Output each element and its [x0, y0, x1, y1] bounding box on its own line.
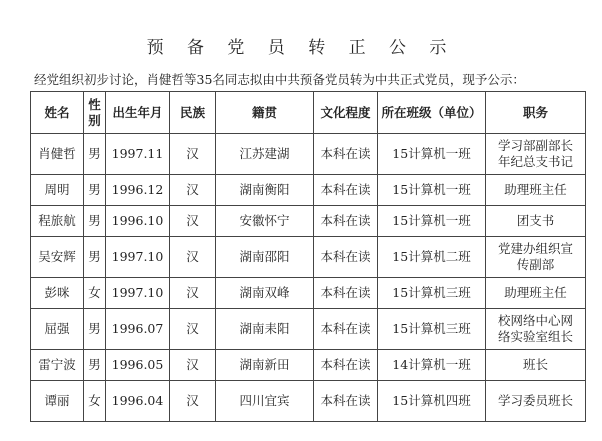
cell-gender: 男	[84, 175, 106, 206]
cell-gender: 男	[84, 350, 106, 381]
cell-class: 15计算机一班	[378, 175, 486, 206]
cell-position: 学习部副部长年纪总支书记	[486, 134, 586, 175]
cell-position: 团支书	[486, 206, 586, 237]
cell-name: 雷宁波	[31, 350, 84, 381]
cell-gender: 男	[84, 134, 106, 175]
header-ethnicity: 民族	[170, 92, 216, 134]
cell-ethnicity: 汉	[170, 350, 216, 381]
cell-birth: 1997.10	[106, 278, 170, 309]
cell-birth: 1996.04	[106, 381, 170, 422]
table-row	[31, 175, 586, 206]
cell-birth: 1997.11	[106, 134, 170, 175]
cell-origin: 江苏建湖	[216, 134, 314, 175]
cell-class: 15计算机一班	[378, 206, 486, 237]
header-class: 所在班级（单位）	[378, 92, 486, 134]
page-title: 预 备 党 员 转 正 公 示	[146, 38, 456, 58]
cell-ethnicity: 汉	[170, 175, 216, 206]
cell-education: 本科在读	[314, 350, 378, 381]
intro-text: 经党组织初步讨论，肖健哲等35名同志拟由中共预备党员转为中共正式党员，现予公示：	[34, 72, 525, 87]
table-row	[31, 278, 586, 309]
header-name: 姓名	[31, 92, 84, 134]
cell-ethnicity: 汉	[170, 381, 216, 422]
cell-education: 本科在读	[314, 175, 378, 206]
cell-origin: 湖南衡阳	[216, 175, 314, 206]
cell-ethnicity: 汉	[170, 278, 216, 309]
cell-name: 彭咪	[31, 278, 84, 309]
header-education: 文化程度	[314, 92, 378, 134]
member-table	[30, 91, 586, 422]
header-origin: 籍贯	[216, 92, 314, 134]
cell-origin: 湖南邵阳	[216, 237, 314, 278]
cell-name: 肖健哲	[31, 134, 84, 175]
cell-gender: 男	[84, 237, 106, 278]
cell-birth: 1996.10	[106, 206, 170, 237]
cell-name: 吴安辉	[31, 237, 84, 278]
table-row	[31, 206, 586, 237]
cell-origin: 湖南耒阳	[216, 309, 314, 350]
cell-class: 15计算机二班	[378, 237, 486, 278]
cell-origin: 湖南新田	[216, 350, 314, 381]
cell-ethnicity: 汉	[170, 134, 216, 175]
table-row	[31, 237, 586, 278]
cell-gender: 男	[84, 309, 106, 350]
cell-class: 15计算机三班	[378, 278, 486, 309]
cell-education: 本科在读	[314, 309, 378, 350]
cell-birth: 1996.07	[106, 309, 170, 350]
cell-position: 助理班主任	[486, 278, 586, 309]
cell-education: 本科在读	[314, 381, 378, 422]
cell-gender: 女	[84, 381, 106, 422]
cell-birth: 1996.05	[106, 350, 170, 381]
cell-origin: 安徽怀宁	[216, 206, 314, 237]
cell-position: 助理班主任	[486, 175, 586, 206]
table-row	[31, 350, 586, 381]
cell-position: 校网络中心网络实验室组长	[486, 309, 586, 350]
cell-origin: 四川宜宾	[216, 381, 314, 422]
cell-position: 党建办组织宣传副部	[486, 237, 586, 278]
cell-ethnicity: 汉	[170, 309, 216, 350]
cell-class: 15计算机一班	[378, 134, 486, 175]
cell-origin: 湖南双峰	[216, 278, 314, 309]
table-row	[31, 309, 586, 350]
table-row	[31, 381, 586, 422]
cell-name: 屈强	[31, 309, 84, 350]
cell-education: 本科在读	[314, 237, 378, 278]
header-gender: 性别	[84, 92, 106, 134]
cell-ethnicity: 汉	[170, 206, 216, 237]
cell-name: 程旅航	[31, 206, 84, 237]
cell-education: 本科在读	[314, 134, 378, 175]
header-birth: 出生年月	[106, 92, 170, 134]
cell-class: 15计算机三班	[378, 309, 486, 350]
cell-name: 周明	[31, 175, 84, 206]
cell-gender: 男	[84, 206, 106, 237]
cell-name: 谭丽	[31, 381, 84, 422]
cell-birth: 1997.10	[106, 237, 170, 278]
table-row	[31, 134, 586, 175]
cell-class: 15计算机四班	[378, 381, 486, 422]
cell-birth: 1996.12	[106, 175, 170, 206]
header-position: 职务	[486, 92, 586, 134]
cell-class: 14计算机一班	[378, 350, 486, 381]
cell-education: 本科在读	[314, 278, 378, 309]
cell-ethnicity: 汉	[170, 237, 216, 278]
table-header-row	[31, 92, 586, 134]
cell-position: 学习委员班长	[486, 381, 586, 422]
cell-position: 班长	[486, 350, 586, 381]
cell-gender: 女	[84, 278, 106, 309]
cell-education: 本科在读	[314, 206, 378, 237]
